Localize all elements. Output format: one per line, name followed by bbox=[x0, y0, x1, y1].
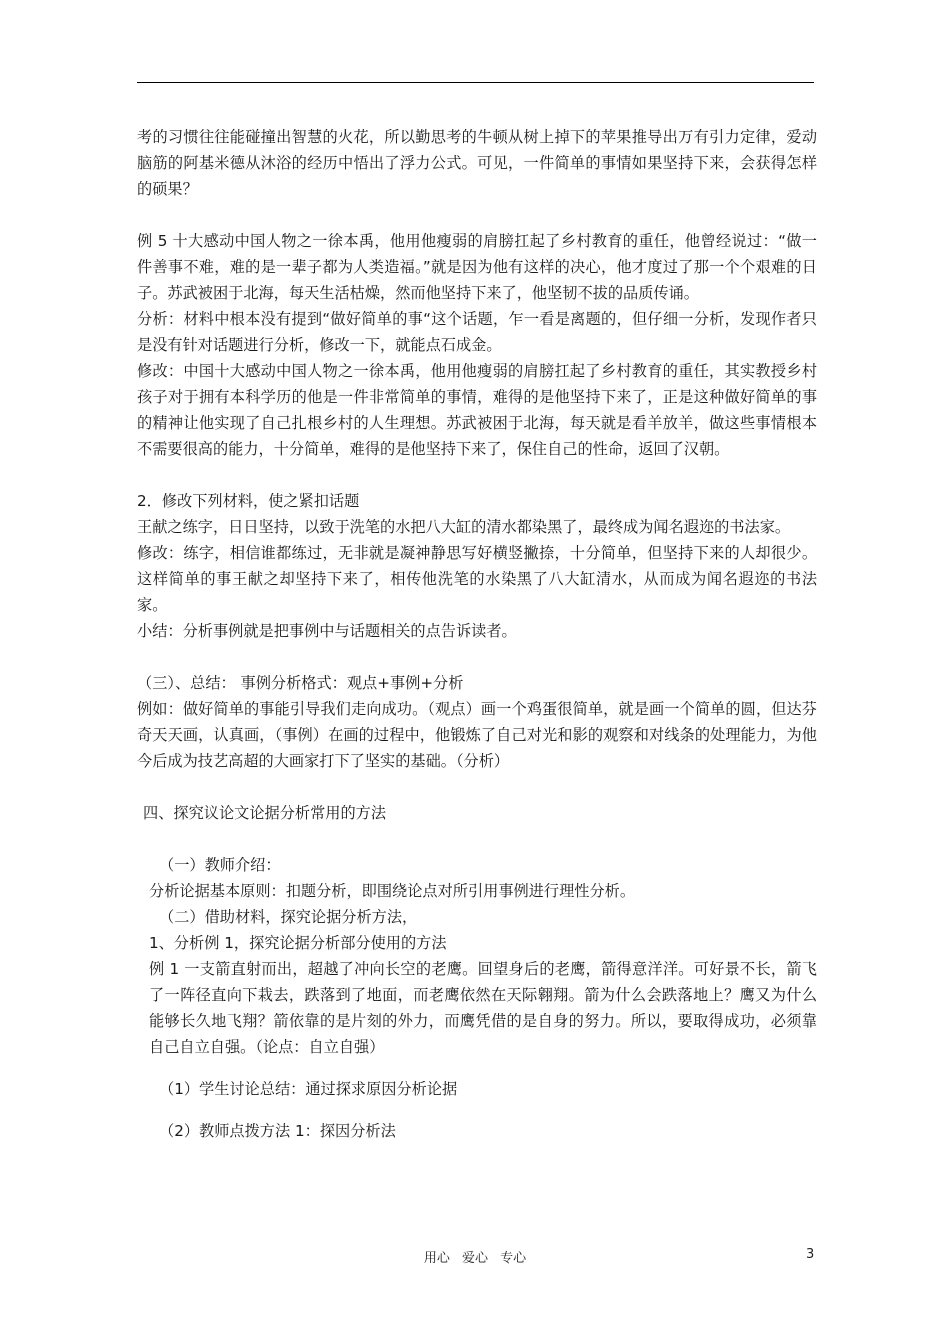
paragraph: 王献之练字，日日坚持，以致于洗笔的水把八大缸的清水都染黑了，最终成为闻名遐迩的书法家。 bbox=[137, 518, 791, 536]
paragraph: （2）教师点拨方法 1：探因分析法 bbox=[159, 1122, 396, 1140]
paragraph: （一）教师介绍： bbox=[159, 856, 281, 874]
paragraph: 修改：练字，相信谁都练过，无非就是凝神静思写好横竖撇捺，十分简单，但坚持下来的人却很少。这样简单的事王献之却坚持下来了，相传他洗笔的水染黑了八大缸清水，从而成为闻名遐迩的书法家。 bbox=[137, 544, 817, 614]
paragraph: 例 1 一支箭直射而出，超越了冲向长空的老鹰。回望身后的老鹰，箭得意洋洋。可好景不长，箭飞了一阵径直向下栽去，跌落到了地面，而老鹰依然在天际翱翔。箭为什么会跌落地上？鹰又为什么能够长久地飞翔？箭依靠的是片刻的外力，而鹰凭借的是自身的努力。所以，要取得成功，必须靠自己自立自强。（论点：自立自强） bbox=[149, 960, 817, 1056]
paragraph: 分析论据基本原则：扣题分析，即围绕论点对所引用事例进行理性分析。 bbox=[149, 882, 635, 900]
footer-text: 用心 bbox=[423, 1251, 450, 1266]
paragraph: （三）、总结： 事例分析格式：观点+事例+分析 bbox=[137, 674, 464, 692]
paragraph: 例如：做好简单的事能引导我们走向成功。（观点）画一个鸡蛋很简单，就是画一个简单的圆，但达芬奇天天画，认真画，（事例）在画的过程中，他锻炼了自己对光和影的观察和对线条的处理能力，为他今后成为技艺高超的大画家打下了坚实的基础。（分析） bbox=[137, 700, 817, 770]
paragraph: （1）学生讨论总结：通过探求原因分析论据 bbox=[159, 1080, 458, 1098]
page-number: 3 bbox=[806, 1247, 815, 1262]
paragraph: 分析：材料中根本没有提到“做好简单的事“这个话题，乍一看是离题的，但仔细一分析，发现作者只是没有针对话题进行分析，修改一下，就能点石成金。 bbox=[137, 310, 817, 354]
paragraph: 2．修改下列材料，使之紧扣话题 bbox=[137, 492, 360, 510]
paragraph: （二）借助材料，探究论据分析方法， bbox=[159, 908, 418, 926]
footer-text: 专心 bbox=[500, 1251, 527, 1266]
paragraph: 1、分析例 1，探究论据分析部分使用的方法 bbox=[149, 934, 447, 952]
paragraph: 小结：分析事例就是把事例中与话题相关的点告诉读者。 bbox=[137, 622, 517, 640]
paragraph: 修改：中国十大感动中国人物之一徐本禹，他用他瘦弱的肩膀扛起了乡村教育的重任，其实教授乡村孩子对于拥有本科学历的他是一件非常简单的事情，难得的是他坚持下来了，正是这种做好简单的事的精神让他实现了自己扎根乡村的人生理想。苏武被困于北海，每天就是看羊放羊，做这些事情根本不需要很高的能力，十分简单，难得的是他坚持下来了，保住自己的性命，返回了汉朝。 bbox=[137, 362, 817, 458]
paragraph: 考的习惯往往能碰撞出智慧的火花，所以勤思考的牛顿从树上掉下的苹果推导出万有引力定律，爱动脑筋的阿基米德从沐浴的经历中悟出了浮力公式。可见，一件简单的事情如果坚持下来，会获得怎样的硕果？ bbox=[137, 128, 817, 198]
document-body bbox=[137, 124, 817, 1144]
header-rule bbox=[137, 82, 814, 83]
paragraph: 例 5 十大感动中国人物之一徐本禹，他用他瘦弱的肩膀扛起了乡村教育的重任，他曾经说过：“做一件善事不难，难的是一辈子都为人类造福。”就是因为他有这样的决心，他才度过了那一个个艰难的日子。苏武被困于北海，每天生活枯燥，然而他坚持下来了，他坚韧不拔的品质传诵。 bbox=[137, 232, 817, 302]
section-heading: 四、探究议论文论据分析常用的方法 bbox=[143, 804, 386, 822]
footer-text: 爱心 bbox=[461, 1251, 488, 1266]
